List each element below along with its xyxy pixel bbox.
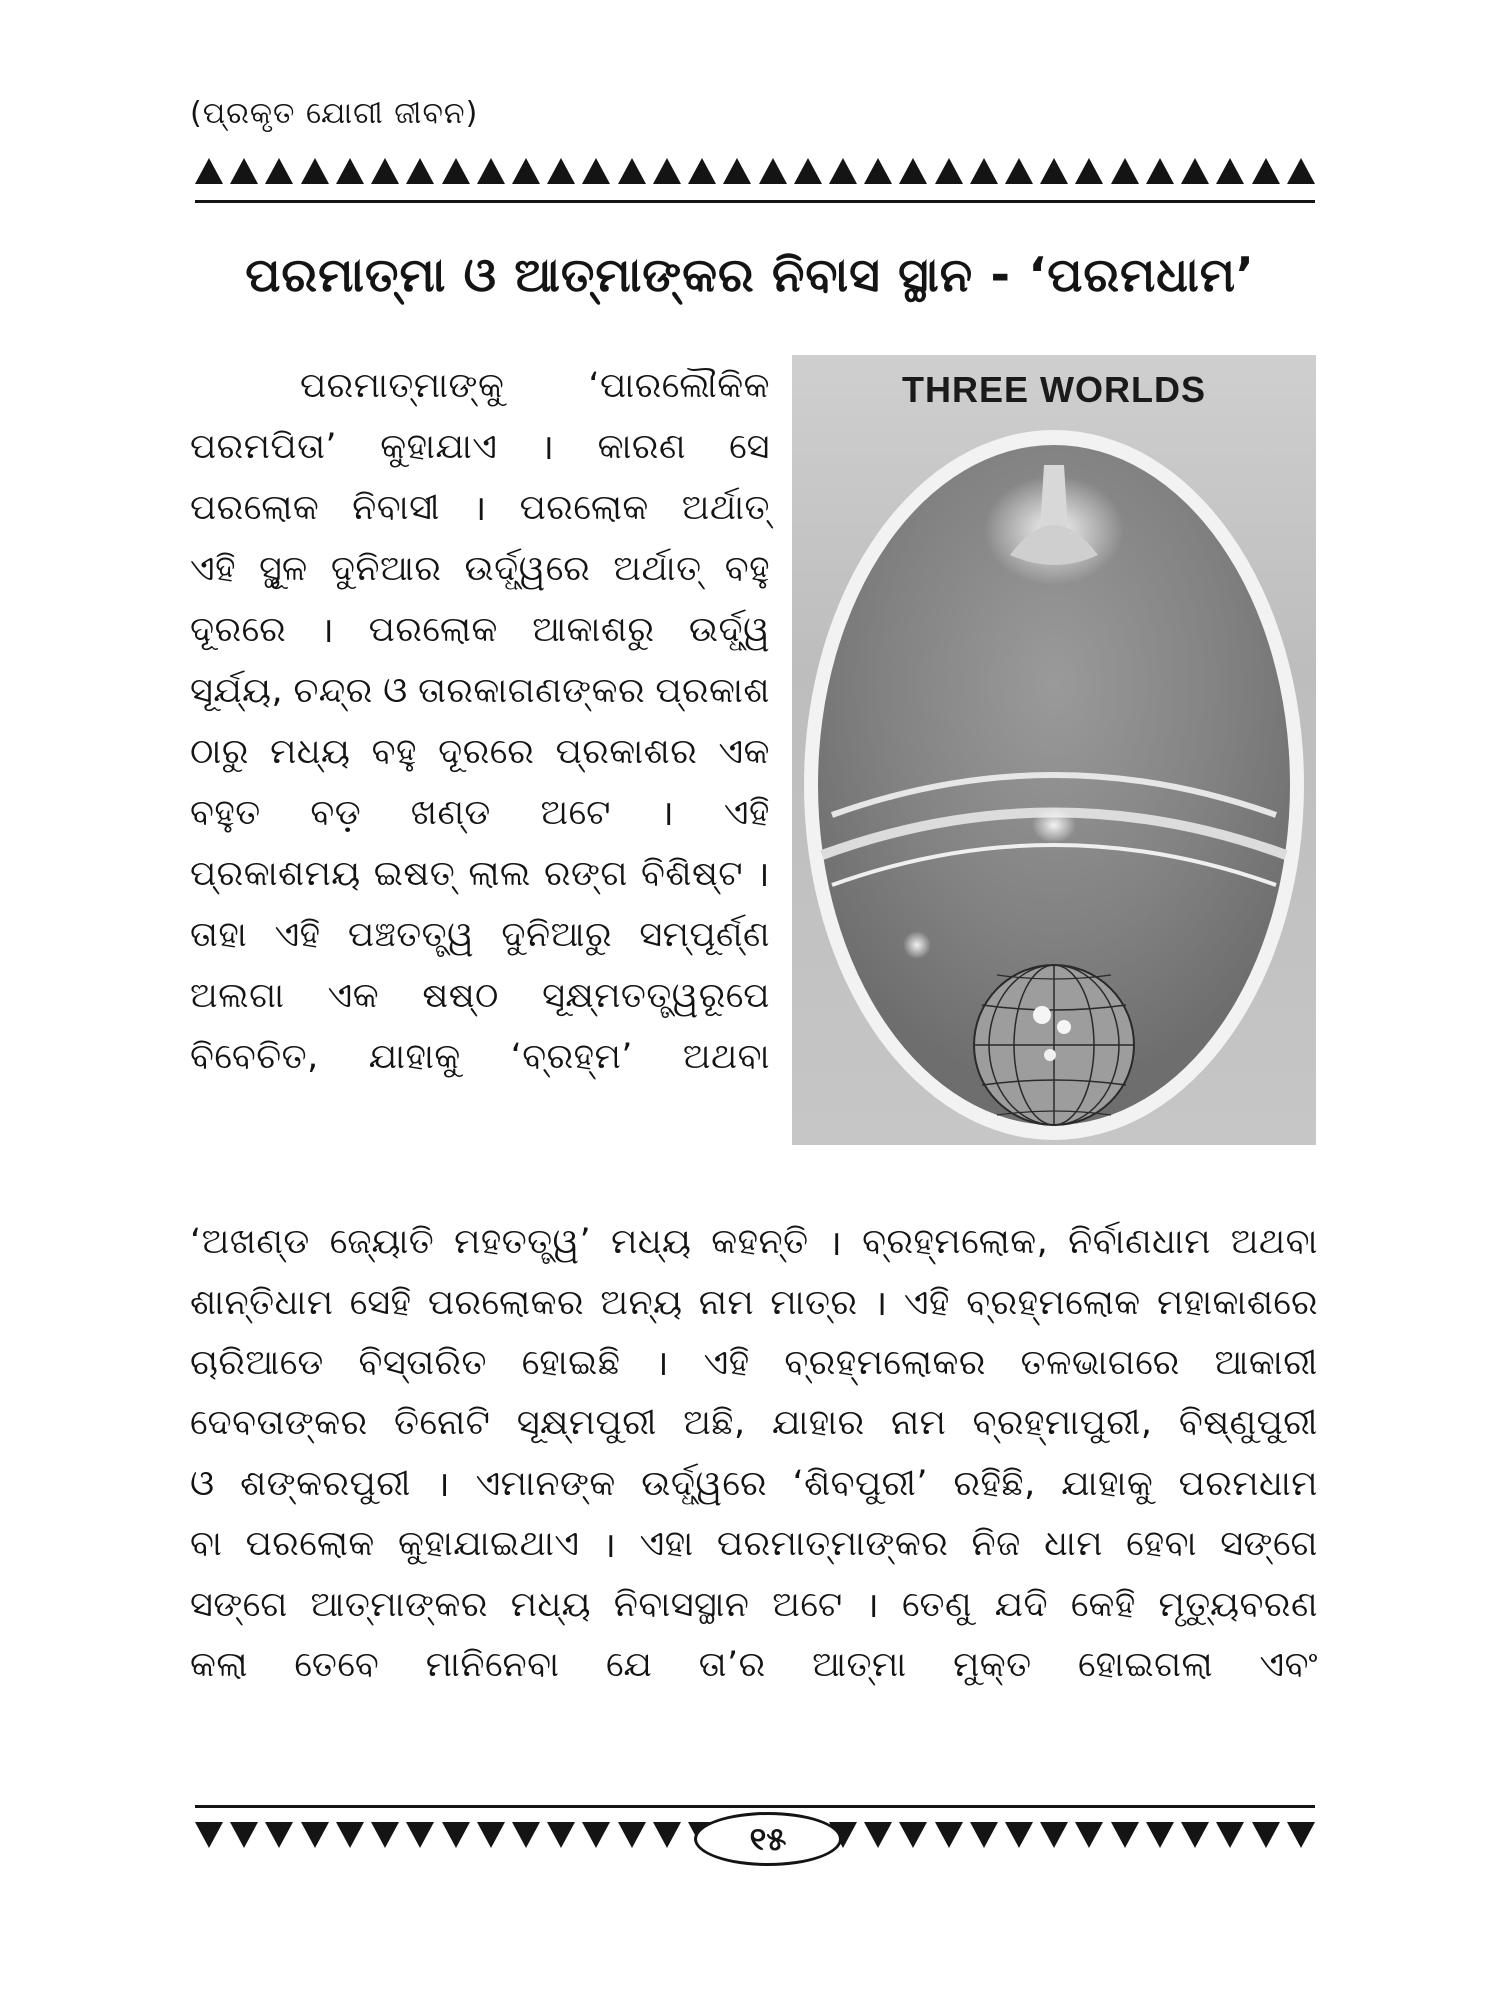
text-line [190, 904, 770, 965]
word: ସୂର୍ଯ୍ୟ, [190, 670, 284, 711]
word: ବା [190, 1524, 223, 1565]
word: ମହତତ୍ତ୍ୱ’ [454, 1222, 592, 1263]
triangle-ornament [371, 1822, 399, 1848]
word: ଉର୍ଦ୍ଧ୍ୱରେ [464, 548, 591, 589]
word: ଚନ୍ଦ୍ର [293, 670, 373, 711]
wrapped-paragraph [190, 355, 770, 1087]
triangle-ornament [935, 158, 963, 184]
triangle-ornament [301, 1822, 329, 1848]
triangle-ornament [829, 158, 857, 184]
word: ତଳଭାଗରେ [1020, 1342, 1180, 1383]
word: ଯଦି [994, 1584, 1049, 1625]
triangle-ornament [582, 1822, 610, 1848]
text-line [190, 1333, 1318, 1393]
word: । [865, 1586, 880, 1627]
triangle-ornament [864, 158, 892, 184]
word: ବିସ୍ତାରିତ [358, 1342, 488, 1383]
triangle-ornament [230, 1822, 258, 1848]
word: ଶଙ୍କରପୁରୀ [240, 1463, 411, 1504]
word: ମଧ୍ୟ [611, 1222, 692, 1263]
triangle-ornament [1005, 1822, 1033, 1848]
triangle-ornament [512, 1822, 540, 1848]
triangle-ornament [1252, 1822, 1280, 1848]
word: ପରଲୋକ [245, 1524, 375, 1565]
triangle-ornament [547, 1822, 575, 1848]
triangle-ornament [265, 158, 293, 184]
word: । [320, 611, 335, 651]
word: ପରଲୋକ [190, 487, 320, 528]
triangle-ornament [618, 1822, 646, 1848]
word: ସୂକ୍ଷ୍ମପୁରୀ [516, 1403, 657, 1444]
triangle-ornament [1040, 158, 1068, 184]
word: । [472, 489, 487, 529]
word: ପ୍ରକାଶମୟ [190, 853, 361, 894]
word: ଓ [383, 670, 408, 711]
word: ‘ପାରଲୌକିକ [588, 365, 770, 406]
word: ‘ଅଖଣ୍ଡ [190, 1222, 310, 1263]
word: ସଙ୍ଗେ [190, 1584, 288, 1625]
word: ଆକାଶରୁ [532, 609, 655, 650]
word: ନିଜ [971, 1524, 1021, 1565]
text-line [190, 721, 770, 782]
word: ଶାନ୍ତିଧାମ [190, 1282, 334, 1323]
word: ଅଟେ [772, 1584, 843, 1625]
word: ଏହି [723, 792, 770, 833]
word: ଧାମ [1044, 1524, 1103, 1565]
triangle-ornament [899, 158, 927, 184]
word: ଆତ୍ମା [812, 1644, 907, 1685]
triangle-ornament [1005, 158, 1033, 184]
word: କାରଣ [597, 426, 686, 467]
word: । [602, 1525, 617, 1566]
triangle-ornament [442, 158, 470, 184]
triangle-ornament [1181, 158, 1209, 184]
word: ବହୁତ [190, 792, 261, 833]
word: ଯେ [605, 1644, 653, 1685]
word: ପରମଧାମ [1178, 1463, 1318, 1504]
globe-icon [974, 965, 1134, 1125]
word: ସମ୍ପୂର୍ଣ୍ଣ [639, 914, 770, 955]
word: ରହିଛି, [953, 1463, 1036, 1504]
text-line [190, 782, 770, 843]
word: ଦେବତାଙ୍କର [190, 1403, 368, 1444]
triangle-ornament [970, 158, 998, 184]
triangle-ornament [1181, 1822, 1209, 1848]
word: କେହି [1070, 1584, 1136, 1625]
triangle-ornament [970, 1822, 998, 1848]
word: ବିଷ୍ଣୁପୁରୀ [1178, 1403, 1318, 1444]
word: କୁହାଯାଏ [380, 426, 498, 467]
word: ବିବେଚିତ, [190, 1036, 319, 1077]
word: । [756, 855, 770, 895]
triangle-ornament [1287, 158, 1315, 184]
triangle-ornament [935, 1822, 963, 1848]
word: ବଡ଼ [310, 792, 362, 833]
word: ମଧ୍ୟ [270, 731, 351, 772]
word: ସେହି [349, 1282, 412, 1323]
word: ଏମାନଙ୍କ [475, 1463, 616, 1504]
word: ପରମାତ୍ମାଙ୍କୁ [300, 365, 505, 406]
word: ଉର୍ଦ୍ଧ୍ୱ [688, 609, 770, 650]
word: ଜ୍ୟୋତି [329, 1222, 435, 1263]
triangle-ornament [477, 158, 505, 184]
three-worlds-figure [792, 355, 1316, 1145]
word: ତେଣୁ [902, 1584, 972, 1625]
triangle-ornament [653, 1822, 681, 1848]
word: କହନ୍ତି [711, 1222, 809, 1263]
word: ଏହା [639, 1524, 694, 1565]
word: ଖଣ୍ଡ [410, 792, 491, 833]
triangle-ornament [1111, 1822, 1139, 1848]
text-line [190, 355, 770, 416]
triangle-ornament [1216, 158, 1244, 184]
triangle-ornament [864, 1822, 892, 1848]
word: ବ୍ରହ୍ମଲୋକ [966, 1282, 1141, 1323]
word: ପରଲୋକ [368, 609, 498, 650]
word: ତେବେ [294, 1644, 380, 1685]
text-line [190, 477, 770, 538]
word: ପରମପିତା’ [190, 426, 338, 467]
bottom-rule [195, 1805, 1315, 1808]
word: ଉର୍ଦ୍ଧ୍ୱରେ [641, 1463, 767, 1504]
word: ଯାହାର [771, 1403, 865, 1444]
triangle-ornament [1287, 1822, 1315, 1848]
word: ଅଥବା [682, 1036, 770, 1077]
word: ଅଛି, [683, 1403, 746, 1444]
triangle-ornament [1075, 1822, 1103, 1848]
word: ସଙ୍ଗେ [1220, 1524, 1318, 1565]
word: ହେବା [1126, 1524, 1197, 1565]
word: । [540, 428, 555, 468]
triangle-ornament [1146, 1822, 1174, 1848]
word: ଅନ୍ୟ [600, 1282, 683, 1323]
text-line [190, 538, 770, 599]
triangle-ornament [899, 1822, 927, 1848]
triangle-ornament [1252, 158, 1280, 184]
word: ପରଲୋକ [519, 487, 649, 528]
light-figure-shape [1040, 465, 1068, 530]
word: ବିଶିଷ୍ଟ [641, 853, 744, 894]
text-line [190, 660, 770, 721]
word: ‘ଶିବପୁରୀ’ [792, 1463, 928, 1504]
text-line [190, 843, 770, 904]
triangle-ornament [1040, 1822, 1068, 1848]
triangle-ornament [371, 158, 399, 184]
word: ପରମାତ୍ମାଙ୍କର [716, 1524, 949, 1565]
word: ଇଷତ୍ [373, 853, 456, 894]
word: ହୋଇଛି [521, 1342, 621, 1383]
triangle-ornament [230, 158, 258, 184]
text-line [190, 1574, 1318, 1634]
full-width-paragraph [190, 1212, 1318, 1695]
triangle-ornament [582, 158, 610, 184]
triangle-ornament [688, 158, 716, 184]
word: । [655, 1344, 669, 1385]
light-spot [903, 931, 931, 959]
word: । [828, 1223, 843, 1264]
word: ତିନୋଟି [394, 1403, 491, 1444]
running-head: (ପ୍ରକୃତ ଯୋଗୀ ଜୀବନ) [190, 96, 479, 131]
word: ଦୂରରେ [438, 731, 535, 772]
triangle-ornament [1216, 1822, 1244, 1848]
word: ପଞ୍ଚତତ୍ତ୍ୱ [347, 914, 475, 955]
word: । [660, 794, 675, 834]
word: ସ୍ଥୂଳ [259, 548, 308, 589]
word: ତା’ର [698, 1644, 766, 1685]
word: ବ୍ରହ୍ମଲୋକର [784, 1342, 986, 1383]
word: ମାନିନେବା [425, 1644, 560, 1685]
word: ଏହି [190, 548, 237, 589]
word: ବ୍ରହ୍ମାପୁରୀ, [972, 1403, 1153, 1444]
word: ଅଲଗା [190, 975, 285, 1016]
word: ମଧ୍ୟ [510, 1584, 591, 1625]
word: ଅଟେ [540, 792, 611, 833]
word: ମୃତ୍ୟୁବରଣ [1158, 1584, 1318, 1625]
word: ବ୍ରହ୍ମଲୋକ, [862, 1222, 1049, 1263]
triangle-ornament [1146, 158, 1174, 184]
word: । [436, 1465, 451, 1506]
word: ପ୍ରକାଶର [555, 731, 698, 772]
word: ହୋଇଗଲା [1078, 1644, 1214, 1685]
word: ବହୁ [724, 548, 770, 589]
word: ଷଷ୍ଠ [422, 975, 499, 1016]
word: ଏହି [703, 1342, 750, 1383]
word: ଅର୍ଥାତ୍ [613, 548, 702, 589]
word: ଆତ୍ମାଙ୍କର [310, 1584, 488, 1625]
triangle-ornament [618, 158, 646, 184]
word: ସୂକ୍ଷ୍ମତତ୍ତ୍ୱରୂପେ [542, 975, 770, 1016]
word: ନାମ [890, 1403, 947, 1444]
word: ଚାରିଆଡେ [190, 1342, 324, 1383]
triangle-ornament [195, 158, 223, 184]
word: ନାମ [698, 1282, 755, 1323]
triangle-ornament [406, 1822, 434, 1848]
text-line [190, 1272, 1318, 1332]
text-line [190, 965, 770, 1026]
text-line [190, 416, 770, 477]
word: ସେ [729, 426, 770, 467]
text-line [190, 1454, 1318, 1514]
word: ଦୂରରେ [190, 609, 287, 650]
triangle-ornament [723, 158, 751, 184]
triangle-ornament [512, 158, 540, 184]
word: ଯାହାକୁ [368, 1036, 461, 1077]
top-triangle-border [195, 158, 1315, 188]
word: ଅଥବା [1230, 1222, 1318, 1263]
text-line [190, 1635, 1318, 1695]
triangle-ornament [336, 158, 364, 184]
triangle-ornament [195, 1822, 223, 1848]
page-title: ପରମାତ୍ମା ଓ ଆତ୍ମାଙ୍କର ନିବାସ ସ୍ଥାନ - ‘ପରମଧାମ’ [245, 248, 1255, 303]
word: ମହାକାଶରେ [1156, 1282, 1318, 1323]
word: ତାରକାଗଣଙ୍କର [418, 670, 645, 711]
text-line [190, 1393, 1318, 1453]
word: । [873, 1284, 888, 1325]
word: ଆକାରୀ [1214, 1342, 1318, 1383]
text-line [190, 1514, 1318, 1574]
triangle-ornament [301, 158, 329, 184]
word: ମୁକ୍ତ [953, 1644, 1032, 1685]
word: ଅର୍ଥାତ୍ [681, 487, 770, 528]
word: ନିବାସୀ [352, 487, 441, 528]
word: ଏକ [327, 975, 380, 1016]
triangle-ornament [794, 158, 822, 184]
triangle-ornament [442, 1822, 470, 1848]
triangle-ornament [477, 1822, 505, 1848]
triangle-ornament [1075, 158, 1103, 184]
text-line [190, 599, 770, 660]
word: ନିର୍ବାଣଧାମ [1068, 1222, 1211, 1263]
word: ‘ବ୍ରହ୍ମ’ [510, 1036, 633, 1077]
triangle-ornament [265, 1822, 293, 1848]
word: ନିବାସସ୍ଥାନ [613, 1584, 750, 1625]
word: ଲାଲ [468, 853, 531, 894]
word: ଏକ [718, 731, 770, 772]
text-line [190, 1026, 770, 1087]
word: କୁହାଯାଇଥାଏ [398, 1524, 580, 1565]
word: ମାତ୍ର [770, 1282, 858, 1323]
word: ରଙ୍ଗ [544, 853, 628, 894]
word: ଏହି [274, 914, 321, 955]
word: ଠାରୁ [190, 731, 249, 772]
word: ଯାହାକୁ [1061, 1463, 1154, 1504]
top-rule [195, 200, 1315, 203]
triangle-ornament [1111, 158, 1139, 184]
subtle-world-light [1032, 807, 1076, 843]
word: ଏବଂ [1259, 1644, 1318, 1685]
word: ଏହି [903, 1282, 950, 1323]
word: ଦୁନିଆରୁ [501, 914, 612, 955]
triangle-ornament [336, 1822, 364, 1848]
word: ପରଲୋକର [427, 1282, 585, 1323]
text-line [190, 1212, 1318, 1272]
word: ଓ [190, 1463, 215, 1504]
three-worlds-illustration [792, 355, 1316, 1145]
page-number: ୧୫ [694, 1812, 842, 1866]
triangle-ornament [653, 158, 681, 184]
triangle-ornament [547, 158, 575, 184]
word: ତାହା [190, 914, 248, 955]
triangle-ornament [759, 158, 787, 184]
word: ପ୍ରକାଶ [655, 670, 770, 711]
word: ବହୁ [371, 731, 417, 772]
triangle-ornament [406, 158, 434, 184]
figure-caption: THREE WORLDS [902, 369, 1206, 410]
word: କଲା [190, 1644, 248, 1685]
word: ଦୁନିଆର [330, 548, 442, 589]
